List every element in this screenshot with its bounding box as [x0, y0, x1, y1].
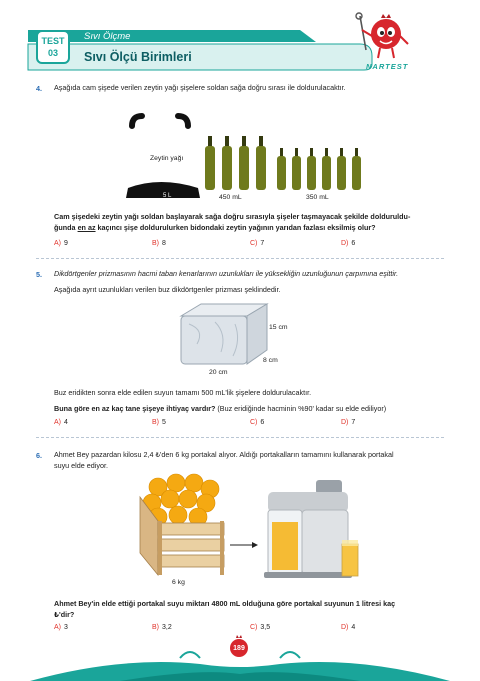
- question-4-text-line2: ğunda en az kaçıncı şişe doldurulurken bidondaki zeytin yağının yarıdan fazlası eksilmiş olur?: [54, 223, 376, 232]
- oil-bottles-group: [200, 136, 370, 192]
- page-title: Sıvı Ölçü Birimleri: [84, 50, 192, 64]
- page-number: 189: [233, 645, 245, 652]
- big-bottle-icon: [239, 136, 249, 190]
- big-bottle-icon: [256, 136, 266, 190]
- test-label: TEST: [41, 36, 65, 46]
- dim-width: 20 cm: [209, 369, 228, 376]
- header-subtitle: Sıvı Ölçme: [84, 31, 131, 42]
- test-badge: [36, 30, 70, 64]
- ice-block-icon: [175, 300, 275, 372]
- q5-option-d[interactable]: D) 7: [341, 419, 356, 426]
- question-6-text-line1: Ahmet Bey'in elde ettiği portakal suyu miktarı 4800 mL olduğuna göre portakal suyunun 1 litresi kaç: [54, 599, 396, 608]
- small-bottle-icon: [352, 148, 361, 190]
- jug-volume: 5 L: [163, 193, 172, 199]
- question-4-number: 4.: [36, 84, 42, 93]
- small-bottle-icon: [322, 148, 331, 190]
- q6-option-c[interactable]: C) 3,5: [250, 624, 271, 631]
- crate-label: 6 kg: [172, 579, 185, 586]
- jug-label: Zeytin yağı: [150, 155, 184, 162]
- question-5-intro: Aşağıda ayrıt uzunlukları verilen buz dikdörtgenler prizması şeklindedir.: [54, 285, 281, 294]
- q6-option-b[interactable]: B) 3,2: [152, 624, 172, 631]
- q4-option-c[interactable]: C) 7: [250, 240, 265, 247]
- question-4-intro: Aşağıda cam şişede verilen zeytin yağı şişelere soldan sağa doğru sırası ile doldurulacaktır.: [54, 83, 346, 92]
- question-6-number: 6.: [36, 451, 42, 460]
- test-number: 03: [47, 48, 58, 58]
- q6-option-a[interactable]: A) 3: [54, 624, 68, 631]
- q5-option-a[interactable]: A) 4: [54, 419, 68, 426]
- q4-option-a[interactable]: A) 9: [54, 240, 68, 247]
- divider: [36, 258, 444, 259]
- question-5-statement: Buz eridikten sonra elde edilen suyun tamamı 500 mL'lik şişelere doldurulacaktır.: [54, 388, 312, 397]
- q4-option-d[interactable]: D) 6: [341, 240, 356, 247]
- juicer-machine-icon: [262, 476, 368, 580]
- arrow-right-icon: [230, 540, 260, 550]
- q6-option-d[interactable]: D) 4: [341, 624, 356, 631]
- small-bottle-icon: [307, 148, 316, 190]
- divider: [36, 437, 444, 438]
- small-bottle-icon: [292, 148, 301, 190]
- orange-crate-icon: [136, 473, 226, 579]
- q5-option-b[interactable]: B) 5: [152, 419, 166, 426]
- question-6-intro-line2: suyu elde ediyor.: [54, 461, 108, 470]
- question-5-question: Buna göre en az kaç tane şişeye ihtiyaç vardır? (Buz eridiğinde hacminin %90' kadar su elde ediliyor): [54, 404, 387, 413]
- big-bottle-icon: [205, 136, 215, 190]
- q4-option-b[interactable]: B) 8: [152, 240, 166, 247]
- small-bottle-icon: [277, 148, 286, 190]
- question-5-definition: Dikdörtgenler prizmasının hacmi taban kenarlarının uzunlukları ile yüksekliğin uzunluğunun çarpımına eşittir.: [54, 269, 399, 278]
- question-4-text-line1: Cam şişedeki zeytin yağı soldan başlayarak sağa doğru sırasıyla şişeler taşmayacak şekilde dolduruldu-: [54, 212, 411, 221]
- pomegranate-mascot-icon: [352, 10, 416, 62]
- q5-option-c[interactable]: C) 6: [250, 419, 265, 426]
- question-6-text-line2: ₺'dir?: [54, 610, 75, 619]
- big-bottles-label: 450 mL: [219, 194, 242, 201]
- dim-depth: 8 cm: [263, 357, 278, 364]
- small-bottles-label: 350 mL: [306, 194, 329, 201]
- question-6-intro-line1: Ahmet Bey pazardan kilosu 2,4 ₺'den 6 kg portakal alıyor. Aldığı portakalların tamamını kullanarak portakal: [54, 450, 394, 459]
- question-5-number: 5.: [36, 270, 42, 279]
- emphasis-en-az: en az: [77, 223, 96, 232]
- small-bottle-icon: [337, 148, 346, 190]
- dim-height: 15 cm: [269, 324, 288, 331]
- brand-logo: NARTEST: [366, 62, 409, 71]
- big-bottle-icon: [222, 136, 232, 190]
